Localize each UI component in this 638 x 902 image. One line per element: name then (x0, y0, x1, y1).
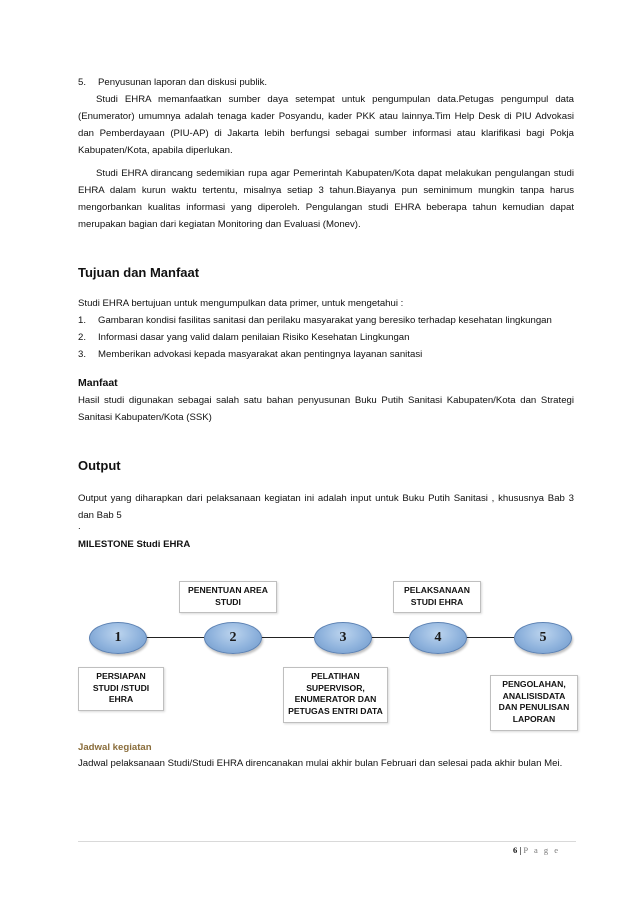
footer-divider (78, 841, 576, 842)
connector-line (465, 637, 514, 638)
heading-manfaat: Manfaat (78, 377, 118, 389)
list-text: Informasi dasar yang valid dalam penilaian Risiko Kesehatan Lingkungan (98, 332, 410, 343)
heading-milestone: MILESTONE Studi EHRA (78, 539, 191, 550)
milestone-step-1: 1 (89, 622, 147, 654)
manfaat-text: Hasil studi digunakan sebagai salah satu bahan penyusunan Buku Putih Sanitasi Kabupaten/Kota dan Strategi Sanitasi Kabupaten/Kota (SSK) (78, 395, 574, 423)
milestone-label-5: PENGOLAHAN, ANALISISDATA DAN PENULISAN LAPORAN (490, 675, 578, 731)
heading-jadwal: Jadwal kegiatan (78, 742, 152, 753)
connector-line (370, 637, 409, 638)
paragraph-pengulangan: Studi EHRA dirancang sedemikian rupa agar Pemerintah Kabupaten/Kota dapat melakukan pengulangan studi EHRA dalam kurun waktu tertentu, misalnya setiap 3 tahun.Biayanya pun seminimum mungkin tanpa harus mengorbankan kualitas informasi yang diperoleh. Pengulangan studi EHRA beberapa tahun kemudian dapat merupakan bagian dari kegiatan Monitoring dan Evaluasi (Monev). (78, 168, 574, 230)
paragraph-enumerator: Studi EHRA memanfaatkan sumber daya setempat untuk pengumpulan data.Petugas pengumpul data (Enumerator) umumnya adalah tenaga kader Posyandu, kader PKK atau lainnya.Tim Help Desk di PIU Advokasi dan Pemberdayaan (PIU-AP) di Jakarta lebih berfungsi sebagai sumber informasi atau klarifikasi bagi Pokja Kabupaten/Kota, apabila diperlukan. (78, 94, 574, 156)
page-separator: | (519, 845, 522, 855)
heading-output: Output (78, 458, 121, 473)
milestone-step-4: 4 (409, 622, 467, 654)
output-dot: . (78, 521, 81, 532)
page-word: P a g e (523, 845, 560, 855)
milestone-label-3: PELATIHAN SUPERVISOR, ENUMERATOR DAN PETUGAS ENTRI DATA (283, 667, 388, 723)
list-number: 1. (78, 315, 87, 326)
connector-line (260, 637, 314, 638)
milestone-label-4: PELAKSANAAN STUDI EHRA (393, 581, 481, 613)
list-number: 2. (78, 332, 87, 343)
milestone-step-2: 2 (204, 622, 262, 654)
list-number: 5. (78, 77, 87, 88)
jadwal-text: Jadwal pelaksanaan Studi/Studi EHRA direncanakan mulai akhir bulan Februari dan selesai pada akhir bulan Mei. (78, 758, 563, 769)
list-item (78, 329, 574, 346)
list-item (78, 312, 574, 329)
milestone-step-5: 5 (514, 622, 572, 654)
milestone-label-2: PENENTUAN AREA STUDI (179, 581, 277, 613)
milestone-label-1: PERSIAPAN STUDI /STUDI EHRA (78, 667, 164, 711)
page-footer (513, 845, 560, 855)
page-number: 6 (513, 845, 518, 855)
list-item-5 (78, 74, 574, 91)
heading-tujuan: Tujuan dan Manfaat (78, 265, 200, 280)
output-text: Output yang diharapkan dari pelaksanaan kegiatan ini adalah input untuk Buku Putih Sanitasi , khususnya Bab 3 dan Bab 5 (78, 493, 574, 521)
list-text: Penyusunan laporan dan diskusi publik. (98, 77, 268, 88)
list-text: Gambaran kondisi fasilitas sanitasi dan perilaku masyarakat yang beresiko terhadap kesehatan lingkungan (98, 315, 552, 326)
list-item (78, 346, 574, 363)
milestone-step-3: 3 (314, 622, 372, 654)
list-text: Memberikan advokasi kepada masyarakat akan pentingnya layanan sanitasi (98, 349, 423, 360)
list-number: 3. (78, 349, 87, 360)
tujuan-intro: Studi EHRA bertujuan untuk mengumpulkan data primer, untuk mengetahui : (78, 298, 404, 309)
connector-line (143, 637, 204, 638)
